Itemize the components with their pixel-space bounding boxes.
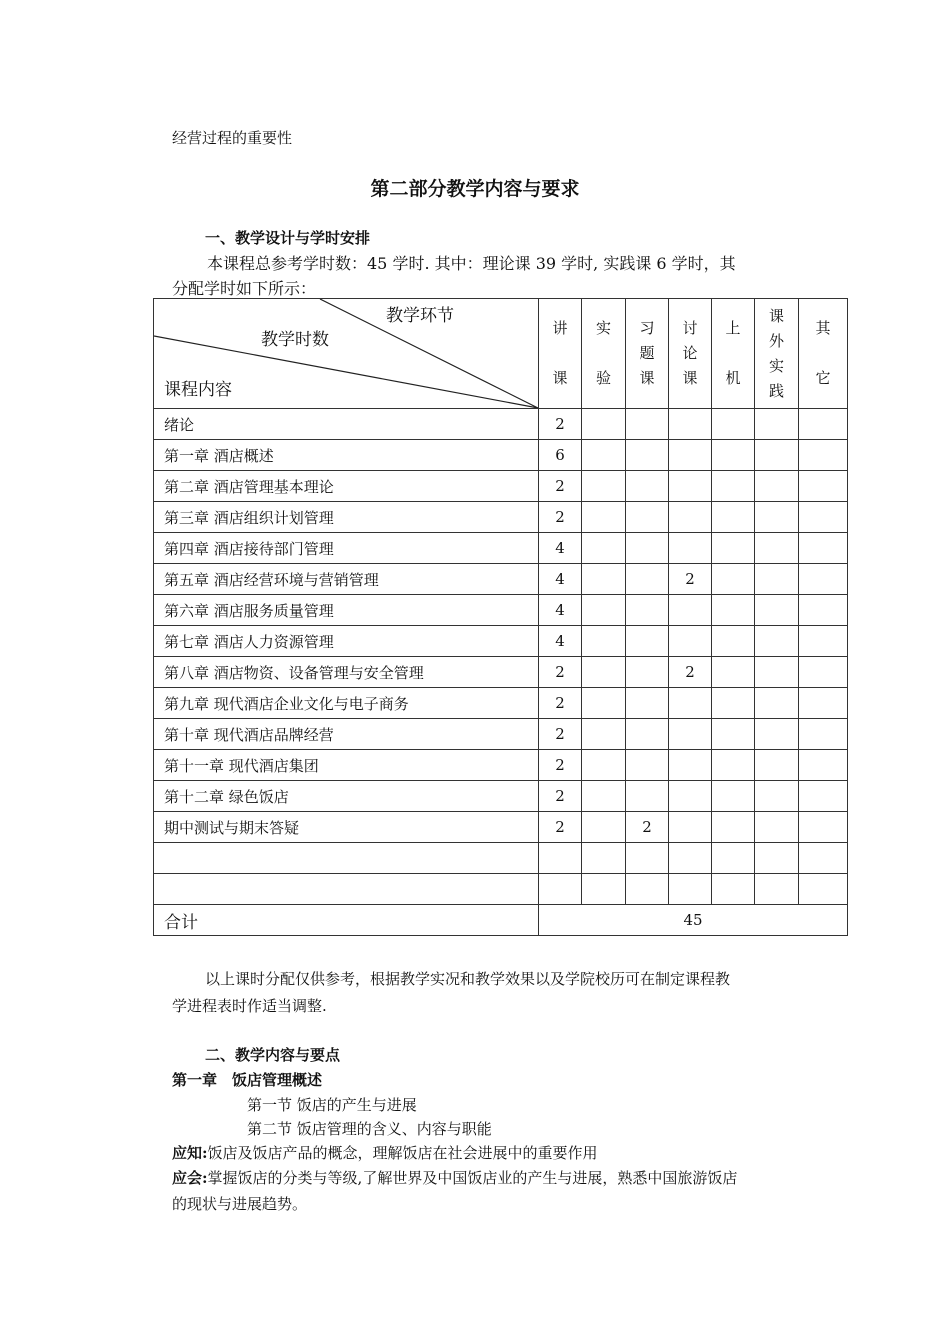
course-name-cell (154, 874, 539, 905)
hours-table (153, 298, 848, 936)
hours-cell (799, 657, 848, 688)
column-header-label: 讲 课 (552, 319, 568, 387)
hours-cell: 6 (539, 440, 582, 471)
hours-cell (799, 471, 848, 502)
table-row (154, 843, 848, 874)
hours-cell (755, 657, 799, 688)
table-row (154, 533, 848, 564)
hours-cell (755, 750, 799, 781)
hours-cell (712, 781, 755, 812)
hours-cell (626, 471, 669, 502)
table-row (154, 781, 848, 812)
chapter-title: 第一章 饭店管理概述 (172, 1071, 323, 1089)
hours-cell (582, 471, 626, 502)
hours-cell: 4 (539, 564, 582, 595)
hours-cell (626, 719, 669, 750)
hours-cell (712, 409, 755, 440)
hours-cell (582, 409, 626, 440)
hours-cell: 2 (539, 812, 582, 843)
hours-cell (755, 409, 799, 440)
column-header-7 (799, 299, 848, 409)
hours-cell (799, 719, 848, 750)
hours-cell (626, 626, 669, 657)
hours-cell (582, 595, 626, 626)
hours-cell: 2 (539, 409, 582, 440)
hours-cell (755, 781, 799, 812)
hours-cell (755, 812, 799, 843)
hours-cell (755, 502, 799, 533)
hours-cell (712, 595, 755, 626)
hours-cell (799, 409, 848, 440)
hours-cell (626, 409, 669, 440)
hours-cell (799, 595, 848, 626)
hours-cell (755, 533, 799, 564)
table-row (154, 440, 848, 471)
section1-line2: 分配学时如下所示： (172, 279, 317, 298)
hours-cell: 2 (539, 657, 582, 688)
column-header-label: 其 它 (815, 319, 831, 387)
course-name-cell: 第十一章 现代酒店集团 (154, 750, 539, 781)
table-row (154, 719, 848, 750)
can-text: 掌握饭店的分类与等级,了解世界及中国饭店业的产生与进展，熟悉中国旅游饭店 (207, 1169, 738, 1187)
hours-cell (582, 688, 626, 719)
hours-cell: 2 (539, 781, 582, 812)
course-name-cell: 第九章 现代酒店企业文化与电子商务 (154, 688, 539, 719)
hours-cell: 2 (539, 719, 582, 750)
hours-cell (755, 719, 799, 750)
hours-cell (799, 564, 848, 595)
hours-cell (669, 874, 712, 905)
column-header-5 (712, 299, 755, 409)
course-name-cell (154, 843, 539, 874)
hours-cell (539, 874, 582, 905)
column-header-2 (582, 299, 626, 409)
hours-cell (626, 564, 669, 595)
section1-heading: 一、教学设计与学时安排 (205, 229, 371, 247)
diag-label-bottom: 课程内容 (164, 380, 232, 400)
course-name-cell: 第二章 酒店管理基本理论 (154, 471, 539, 502)
hours-cell (669, 719, 712, 750)
hours-cell (712, 626, 755, 657)
column-header-label: 实 验 (595, 319, 611, 387)
hours-cell (712, 502, 755, 533)
hours-cell (582, 564, 626, 595)
hours-cell (712, 657, 755, 688)
hours-cell (712, 812, 755, 843)
hours-cell (582, 781, 626, 812)
hours-cell (712, 440, 755, 471)
course-name-cell: 第四章 酒店接待部门管理 (154, 533, 539, 564)
diag-label-top: 教学环节 (386, 306, 454, 326)
total-label: 合计 (154, 905, 539, 936)
hours-cell (755, 595, 799, 626)
can-label: 应会: (172, 1169, 208, 1187)
hours-cell (755, 471, 799, 502)
can-line (172, 1167, 737, 1188)
hours-cell (799, 781, 848, 812)
column-header-label: 课 外 实 践 (768, 306, 784, 400)
hours-cell (712, 564, 755, 595)
hours-cell (669, 595, 712, 626)
note-line2: 学进程表时作适当调整. (172, 997, 327, 1015)
part-title: 第二部分教学内容与要求 (370, 178, 580, 200)
table-row (154, 688, 848, 719)
diagonal-header-cell (154, 299, 539, 409)
hours-cell (626, 502, 669, 533)
hours-cell (582, 533, 626, 564)
hours-cell (712, 471, 755, 502)
column-header-label: 习 题 课 (639, 319, 655, 387)
hours-cell (669, 409, 712, 440)
hours-cell (712, 843, 755, 874)
course-name-cell: 第一章 酒店概述 (154, 440, 539, 471)
hours-cell (626, 750, 669, 781)
hours-cell (626, 843, 669, 874)
hours-cell (669, 812, 712, 843)
table-row (154, 409, 848, 440)
know-label: 应知: (172, 1144, 208, 1162)
section2-heading: 二、教学内容与要点 (205, 1046, 341, 1064)
intro-line: 经营过程的重要性 (172, 129, 293, 147)
course-name-cell: 第六章 酒店服务质量管理 (154, 595, 539, 626)
hours-cell (582, 626, 626, 657)
column-header-6 (755, 299, 799, 409)
table-row (154, 595, 848, 626)
hours-cell (582, 750, 626, 781)
course-name-cell: 第五章 酒店经营环境与营销管理 (154, 564, 539, 595)
hours-cell (712, 688, 755, 719)
hours-cell: 4 (539, 533, 582, 564)
hours-cell (799, 750, 848, 781)
table-header-row (154, 299, 848, 409)
hours-cell (669, 440, 712, 471)
hours-cell (799, 502, 848, 533)
hours-cell (582, 440, 626, 471)
hours-cell (669, 750, 712, 781)
column-header-label: 上 机 (725, 319, 741, 387)
hours-cell (626, 595, 669, 626)
course-name-cell: 第七章 酒店人力资源管理 (154, 626, 539, 657)
hours-cell (799, 812, 848, 843)
hours-cell (669, 781, 712, 812)
hours-cell (626, 657, 669, 688)
hours-cell (626, 533, 669, 564)
hours-cell (582, 719, 626, 750)
hours-cell (582, 874, 626, 905)
hours-cell (669, 502, 712, 533)
hours-cell (755, 564, 799, 595)
hours-cell: 2 (669, 564, 712, 595)
hours-cell: 2 (539, 471, 582, 502)
course-name-cell: 期中测试与期末答疑 (154, 812, 539, 843)
section-item-2: 第二节 饭店管理的含义、内容与职能 (247, 1120, 492, 1138)
course-name-cell: 第八章 酒店物资、设备管理与安全管理 (154, 657, 539, 688)
hours-cell (712, 533, 755, 564)
total-value: 45 (539, 905, 848, 936)
know-line (172, 1142, 598, 1163)
table-row (154, 626, 848, 657)
table-row (154, 502, 848, 533)
table-row (154, 874, 848, 905)
table-row (154, 812, 848, 843)
hours-cell (582, 843, 626, 874)
hours-cell (799, 843, 848, 874)
hours-cell (799, 688, 848, 719)
hours-cell (799, 626, 848, 657)
table-row (154, 564, 848, 595)
hours-cell (755, 843, 799, 874)
total-row (154, 905, 848, 936)
course-name-cell: 第三章 酒店组织计划管理 (154, 502, 539, 533)
diag-label-middle: 教学时数 (261, 330, 329, 350)
hours-cell (799, 874, 848, 905)
hours-cell (799, 533, 848, 564)
hours-cell: 2 (539, 750, 582, 781)
hours-cell (755, 626, 799, 657)
hours-cell (626, 874, 669, 905)
hours-cell (755, 440, 799, 471)
hours-cell (669, 843, 712, 874)
column-header-label: 讨 论 课 (682, 319, 698, 387)
course-name-cell: 第十二章 绿色饭店 (154, 781, 539, 812)
note-line1: 以上课时分配仅供参考，根据教学实况和教学效果以及学院校历可在制定课程教 (205, 970, 731, 988)
hours-cell (755, 688, 799, 719)
hours-cell (582, 812, 626, 843)
section-item-1: 第一节 饭店的产生与进展 (247, 1096, 417, 1114)
hours-cell (712, 719, 755, 750)
hours-cell (669, 626, 712, 657)
hours-cell (626, 781, 669, 812)
hours-cell (582, 502, 626, 533)
hours-cell (669, 688, 712, 719)
table-row (154, 471, 848, 502)
hours-cell (669, 533, 712, 564)
know-text: 饭店及饭店产品的概念，理解饭店在社会进展中的重要作用 (207, 1144, 598, 1162)
course-name-cell: 绪论 (154, 409, 539, 440)
hours-cell: 4 (539, 595, 582, 626)
hours-cell (799, 440, 848, 471)
column-header-3 (626, 299, 669, 409)
column-header-1 (539, 299, 582, 409)
hours-cell (669, 471, 712, 502)
hours-cell (626, 688, 669, 719)
hours-cell: 2 (626, 812, 669, 843)
section1-line1: 本课程总参考学时数：45 学时. 其中：理论课 39 学时, 实践课 6 学时，其 (207, 254, 736, 273)
hours-cell (712, 874, 755, 905)
course-name-cell: 第十章 现代酒店品牌经营 (154, 719, 539, 750)
hours-cell (755, 874, 799, 905)
hours-cell: 2 (669, 657, 712, 688)
hours-cell: 4 (539, 626, 582, 657)
can-line-2: 的现状与进展趋势。 (172, 1195, 308, 1213)
hours-cell (539, 843, 582, 874)
hours-cell (626, 440, 669, 471)
table-row (154, 750, 848, 781)
table-row (154, 657, 848, 688)
column-header-4 (669, 299, 712, 409)
hours-cell (712, 750, 755, 781)
hours-cell (582, 657, 626, 688)
hours-cell: 2 (539, 688, 582, 719)
hours-cell: 2 (539, 502, 582, 533)
